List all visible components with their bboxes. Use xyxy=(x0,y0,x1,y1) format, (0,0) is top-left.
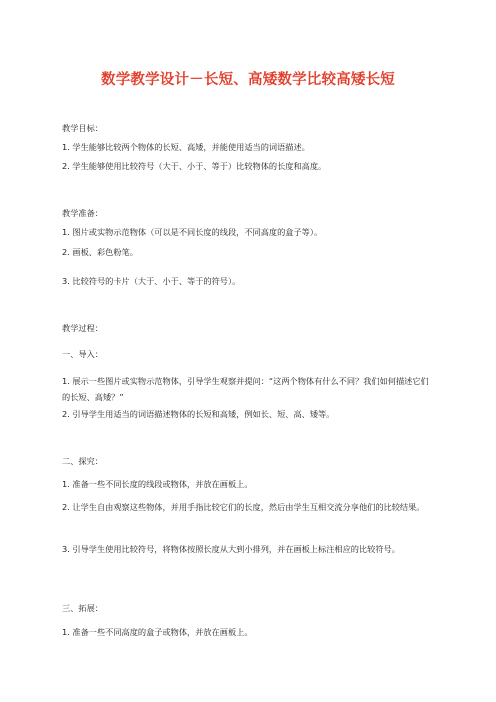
prep-item-1: 1. 图片或实物示范物体（可以是不同长度的线段，不同高度的盒子等）。 xyxy=(62,227,323,237)
document-title: 数学教学设计－长短、高矮数学比较高矮长短 xyxy=(101,72,395,88)
subheading-intro: 一、导入： xyxy=(62,349,103,359)
intro-item-1: 1. 展示一些图片或实物示范物体，引导学生观察并提问：“这两个物体有什么不同？我们如何描述它们的长短、高矮？” xyxy=(62,376,429,402)
extend-item-1: 1. 准备一些不同高度的盒子或物体，并放在画板上。 xyxy=(62,627,253,637)
subheading-extend: 三、拓展： xyxy=(62,603,103,613)
explore-item-1: 1. 准备一些不同长度的线段或物体，并放在画板上。 xyxy=(62,479,253,489)
goal-item-2: 2. 学生能够使用比较符号（大于、小于、等于）比较物体的长度和高度。 xyxy=(62,161,327,171)
prep-item-3: 3. 比较符号的卡片（大于、小于、等于的符号）。 xyxy=(62,276,241,286)
explore-item-3: 3. 引导学生使用比较符号，将物体按照长度从大到小排列，并在画板上标注相应的比较符号。 xyxy=(62,544,400,554)
goal-item-1: 1. 学生能够比较两个物体的长短、高矮，并能使用适当的词语描述。 xyxy=(62,142,310,152)
section-heading-process: 教学过程： xyxy=(62,323,103,333)
subheading-explore: 二、探究： xyxy=(62,456,103,466)
explore-item-2: 2. 让学生自由观察这些物体，并用手指比较它们的长度，然后由学生互相交流分享他们的比较结果。 xyxy=(62,502,425,512)
intro-item-2: 2. 引导学生用适当的词语描述物体的长短和高矮，例如长、短、高、矮等。 xyxy=(62,409,335,419)
section-heading-prep: 教学准备： xyxy=(62,208,103,218)
section-heading-goals: 教学目标： xyxy=(62,123,103,133)
prep-item-2: 2. 画板、彩色粉笔。 xyxy=(62,247,138,257)
